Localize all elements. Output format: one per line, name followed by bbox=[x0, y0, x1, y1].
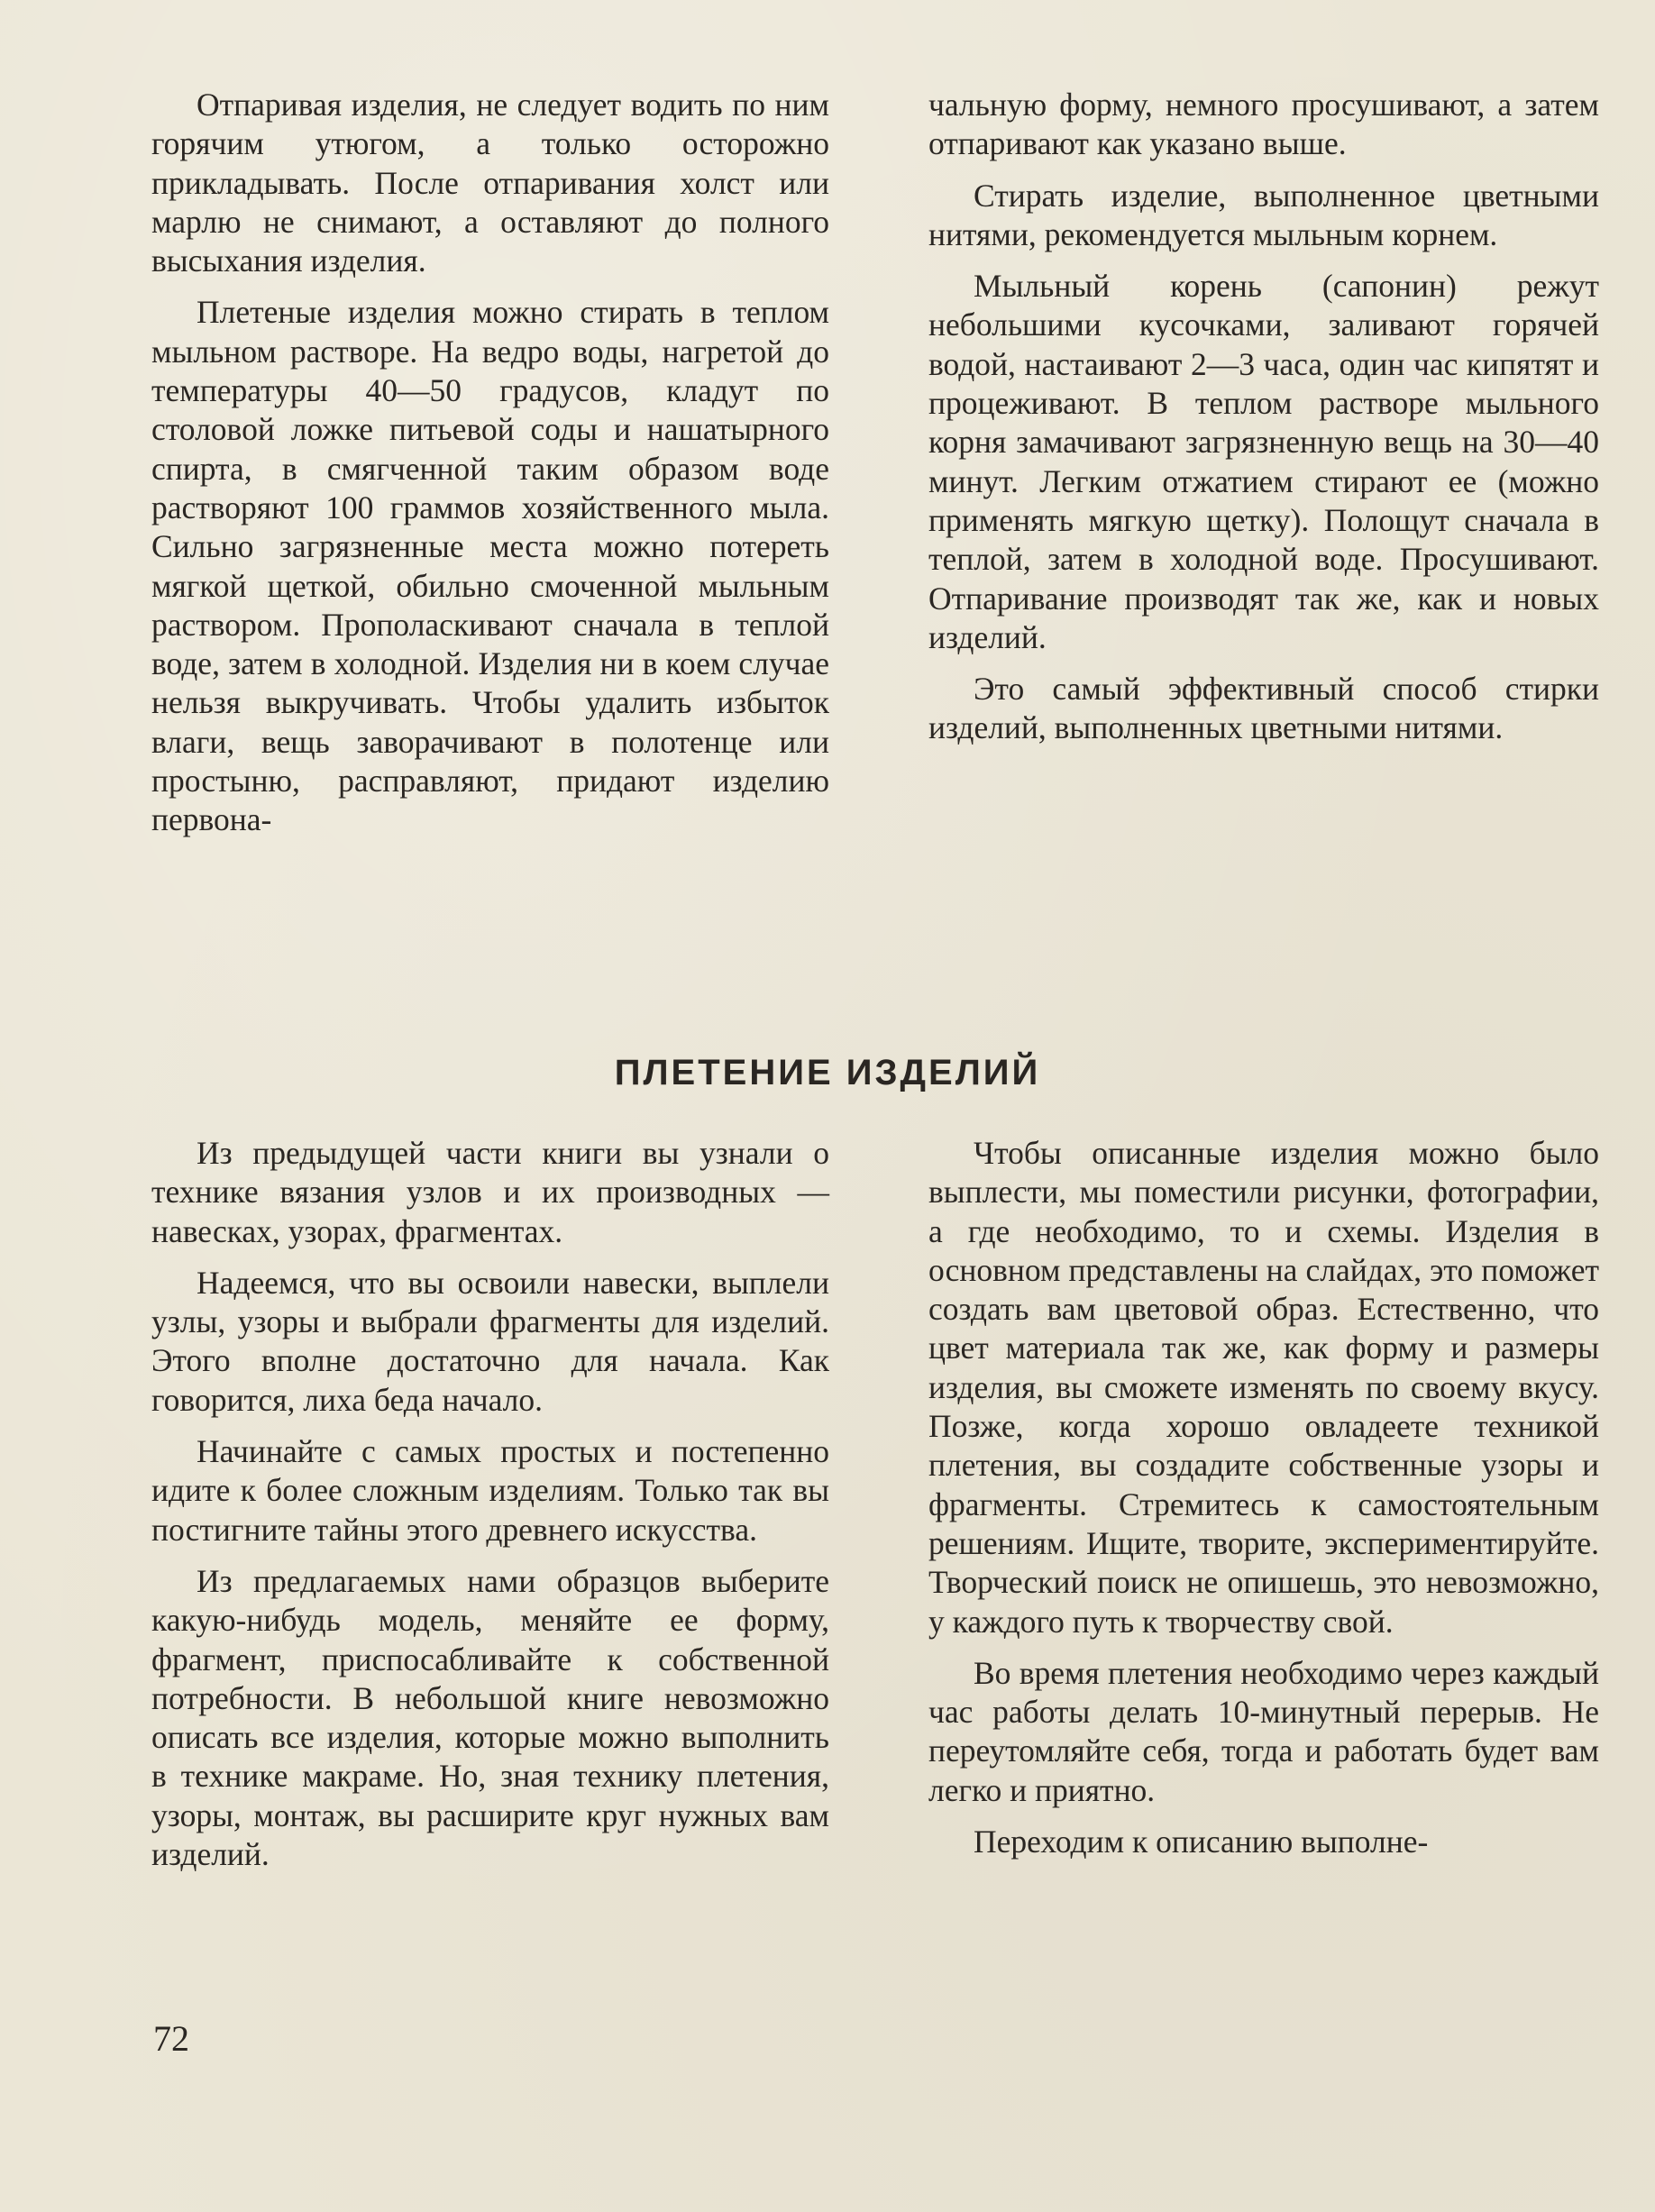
paragraph: Плетеные изделия можно стирать в теплом мыльном растворе. На ведро воды, нагретой до температуры 40—50 градусов, кладут по столовой ложке питьевой соды и нашатырного спирта, в смягченной таким образом воде растворяют 100 граммов хозяйственного мыла. Сильно загрязненные места можно потереть мягкой щеткой, обильно смоченной мыльным раствором. Прополаскивают сначала в теплой воде, затем в холодной. Изделия ни в коем случае нельзя выкручивать. Чтобы удалить избыток влаги, вещь заворачивают в полотенце или простыню, расправляют, придают изделию первона- bbox=[151, 294, 829, 838]
paragraph: Из предлагаемых нами образцов выберите какую-нибудь модель, меняйте ее форму, фрагмент, приспосабливайте к собственной потребности. В небольшой книге невозможно описать все изделия, которые можно выполнить в технике макраме. Но, зная технику плетения, узоры, монтаж, вы расширите круг нужных вам изделий. bbox=[151, 1562, 829, 1873]
paragraph: Стирать изделие, выполненное цветными нитями, рекомендуется мыльным корнем. bbox=[928, 177, 1599, 252]
paragraph: Из предыдущей части книги вы узнали о технике вязания узлов и их производных — навесках, узорах, фрагментах. bbox=[151, 1135, 829, 1249]
paragraph: Во время плетения необходимо через каждый час работы делать 10-минутный перерыв. Не переутомляйте себя, тогда и работать будет вам легко и приятно. bbox=[928, 1654, 1599, 1808]
column-bottom-left bbox=[151, 1134, 829, 1887]
paragraph-continuation: чальную форму, немного просушивают, а затем отпаривают как указано выше. bbox=[928, 87, 1599, 162]
column-bottom-right bbox=[928, 1134, 1599, 1874]
paragraph: Переходим к описанию выполне- bbox=[974, 1824, 1429, 1860]
paragraph: Надеемся, что вы освоили навески, выплели узлы, узоры и выбрали фрагменты для изделий. Этого вполне достаточно для начала. Как говорится, лиха беда начало. bbox=[151, 1264, 829, 1418]
paragraph: Мыльный корень (сапонин) режут небольшими кусочками, заливают горячей водой, настаивают 2—3 часа, один час кипятят и процеживают. В теплом растворе мыльного корня замачивают загрязненную вещь на 30—40 минут. Легким отжатием стирают ее (можно применять мягкую щетку). Полощут сначала в теплой, затем в холодной воде. Просушивают. Отпаривание производят так же, как и новых изделий. bbox=[928, 268, 1599, 655]
paragraph: Начинайте с самых простых и постепенно идите к более сложным изделиям. Только так вы постигните тайны этого древнего искусства. bbox=[151, 1433, 829, 1548]
column-top-right bbox=[928, 86, 1599, 761]
paragraph: Отпаривая изделия, не следует водить по ним горячим утюгом, а только осторожно прикладывать. После отпаривания холст или марлю не снимают, а оставляют до полного высыхания изделия. bbox=[151, 87, 829, 279]
paragraph: Это самый эффективный способ стирки изделий, выполненных цветными нитями. bbox=[928, 671, 1599, 746]
paragraph: Чтобы описанные изделия можно было выплести, мы поместили рисунки, фотографии, а где необходимо, то и схемы. Изделия в основном представлены на слайдах, это поможет создать вам цветовой образ. Естественно, что цвет материала так же, как форму и размеры изделия, вы сможете изменять по своему вкусу. Позже, когда хорошо овладеете техникой плетения, вы создадите собственные узоры и фрагменты. Стремитесь к самостоятельным решениям. Ищите, творите, экспериментируйте. Творческий поиск не опишешь, это невозможно, у каждого путь к творчеству свой. bbox=[928, 1135, 1599, 1640]
page-number: 72 bbox=[153, 2018, 189, 2059]
section-title: ПЛЕТЕНИЕ ИЗДЕЛИЙ bbox=[614, 1053, 1041, 1092]
column-top-left bbox=[151, 86, 829, 853]
